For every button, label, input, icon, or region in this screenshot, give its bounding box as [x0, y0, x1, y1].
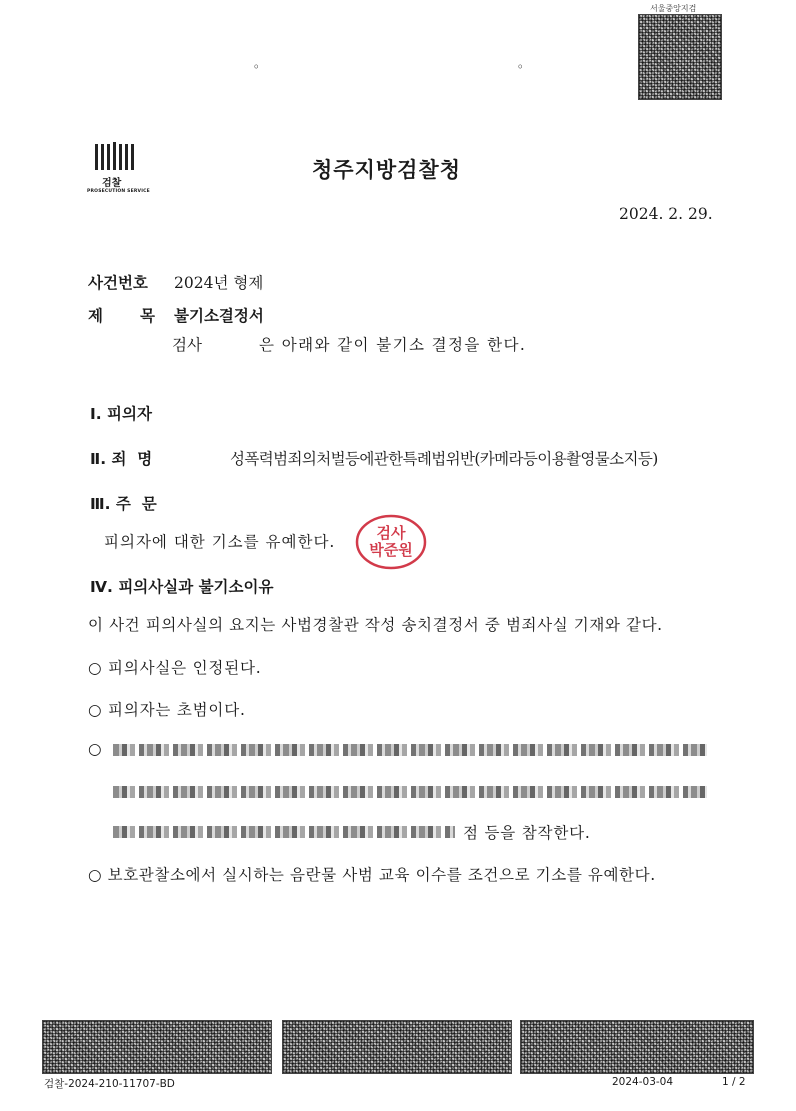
seal-char-3: 박 — [369, 541, 384, 559]
case-number-value: 2024년 형제 — [174, 274, 264, 292]
bullet-1: ○ 피의사실은 인정된다. — [88, 659, 262, 677]
bullet-3-end: 점 등을 참작한다. — [463, 824, 591, 842]
bullet-3-marker: ○ — [88, 740, 102, 758]
bullet-4: ○ 보호관찰소에서 실시하는 음란물 사범 교육 이수를 조건으로 기소를 유예한다. — [88, 866, 656, 884]
case-number-label: 사건번호 — [88, 274, 148, 292]
seal-char-1: 검 — [376, 524, 391, 542]
prosecution-logo-icon — [94, 142, 134, 170]
logo-label: 검찰 — [102, 178, 122, 189]
seal-char-2: 사 — [391, 524, 406, 542]
seal-char-5: 원 — [398, 541, 413, 559]
barcode-middle — [282, 1020, 512, 1074]
redacted-line-1 — [113, 744, 707, 756]
dot-mark-right: 。 — [518, 56, 531, 70]
intro-prefix: 검사 — [172, 336, 202, 354]
top-office-label: 서울중앙지검 — [650, 4, 697, 13]
redacted-line-3 — [113, 826, 455, 838]
bullet-2: ○ 피의자는 초범이다. — [88, 701, 246, 719]
footer-page: 1 / 2 — [722, 1076, 746, 1088]
crime-name: 성폭력범죄의처벌등에관한특례법위반(카메라등이용촬영물소지등) — [230, 450, 658, 468]
document-date: 2024. 2. 29. — [619, 205, 713, 223]
subject-value: 불기소결정서 — [174, 307, 264, 325]
redacted-line-2 — [113, 786, 707, 798]
disposition-text: 피의자에 대한 기소를 유예한다. — [104, 533, 336, 551]
barcode-right — [520, 1020, 754, 1074]
section-3-heading: Ⅲ. 주 문 — [90, 495, 157, 513]
prosecution-logo — [94, 142, 134, 174]
dot-mark-left: 。 — [254, 56, 267, 70]
seal-char-4: 준 — [383, 541, 399, 559]
section-4-intro: 이 사건 피의사실의 요지는 사법경찰관 작성 송치결정서 중 범죄사실 기재와 같다. — [88, 616, 663, 634]
qr-code-top — [638, 14, 722, 100]
subject-label-2: 목 — [140, 307, 155, 325]
logo-sub: PROSECUTION SERVICE — [87, 189, 150, 194]
footer-doc-id: 검찰-2024-210-11707-BD — [44, 1078, 175, 1090]
section-1-heading: Ⅰ. 피의자 — [90, 405, 152, 423]
footer-date: 2024-03-04 — [612, 1076, 674, 1088]
prosecutor-seal — [355, 514, 427, 570]
subject-label-1: 제 — [88, 307, 103, 325]
section-2-heading: Ⅱ. 죄 명 — [90, 450, 153, 468]
barcode-left — [42, 1020, 272, 1074]
section-4-heading: Ⅳ. 피의사실과 불기소이유 — [90, 578, 274, 596]
office-title: 청주지방검찰청 — [312, 158, 462, 182]
intro-suffix: 은 아래와 같이 불기소 결정을 한다. — [259, 336, 527, 354]
